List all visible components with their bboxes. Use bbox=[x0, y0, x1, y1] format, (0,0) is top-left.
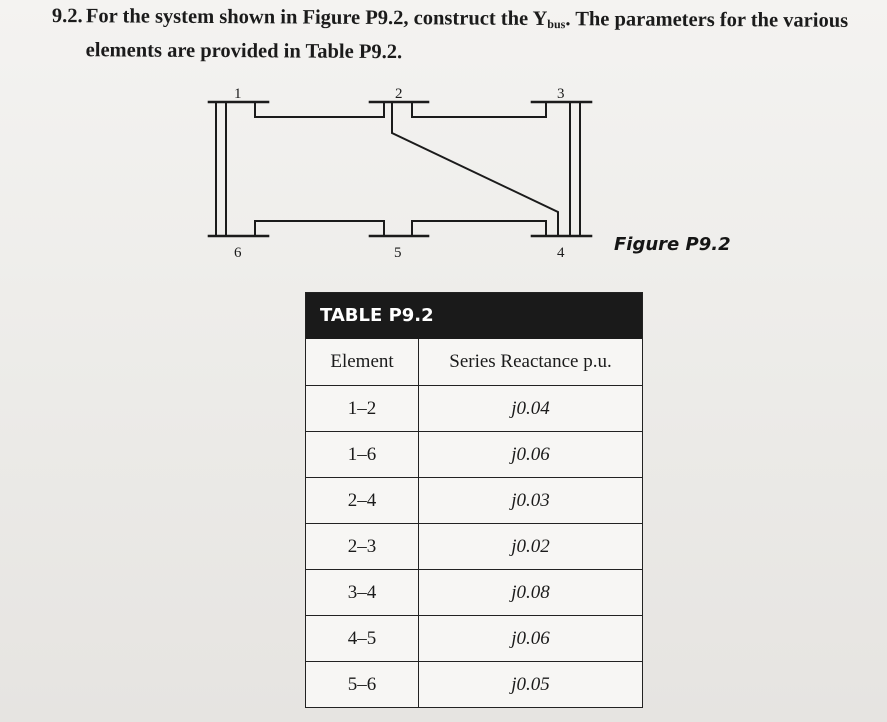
problem-number: 9.2. bbox=[51, 4, 83, 28]
reactance-cell: j0.05 bbox=[511, 673, 550, 695]
line-4-5 bbox=[412, 221, 546, 236]
reactance-cell: j0.06 bbox=[511, 627, 550, 649]
table-row bbox=[306, 385, 642, 431]
reactance-cell: j0.04 bbox=[511, 397, 550, 419]
bus-label-2: 2 bbox=[395, 86, 403, 102]
table-row bbox=[306, 523, 642, 569]
line-5-6 bbox=[255, 221, 384, 236]
bus-label-3: 3 bbox=[557, 86, 565, 102]
table-row bbox=[306, 615, 642, 661]
table-row bbox=[306, 477, 642, 523]
reactance-cell: j0.03 bbox=[511, 489, 550, 511]
reactance-cell: j0.06 bbox=[511, 443, 550, 465]
element-cell: 3–4 bbox=[306, 570, 419, 615]
problem-line-2: elements are provided in Table P9.2. bbox=[85, 39, 403, 64]
column-header-element: Element bbox=[306, 339, 419, 385]
table-title: TABLE P9.2 bbox=[306, 293, 642, 339]
line-2-4 bbox=[392, 102, 558, 236]
table-row bbox=[306, 431, 642, 477]
line-2-3 bbox=[412, 102, 546, 117]
reactance-cell: j0.08 bbox=[511, 581, 550, 603]
bus-label-1: 1 bbox=[234, 86, 242, 102]
reactance-cell: j0.02 bbox=[511, 535, 550, 557]
line-1-2 bbox=[255, 102, 384, 117]
bus-label-4: 4 bbox=[557, 245, 565, 261]
problem-text-before: For the system shown in Figure P9.2, construct the bbox=[85, 5, 533, 30]
bus-label-5: 5 bbox=[394, 245, 402, 261]
ybus-symbol: Y bbox=[532, 7, 548, 31]
table-row bbox=[306, 661, 642, 707]
element-cell: 4–5 bbox=[306, 616, 419, 661]
element-cell: 5–6 bbox=[306, 662, 419, 707]
reactance-table bbox=[305, 292, 643, 708]
problem-text-after: . The parameters for the various bbox=[565, 8, 849, 32]
ybus-subscript: bus bbox=[547, 17, 566, 32]
element-cell: 2–4 bbox=[306, 478, 419, 523]
bus-label-6: 6 bbox=[234, 245, 242, 261]
element-cell: 1–6 bbox=[306, 432, 419, 477]
column-header-reactance: Series Reactance p.u. bbox=[449, 351, 612, 372]
element-cell: 2–3 bbox=[306, 524, 419, 569]
figure-caption: Figure P9.2 bbox=[614, 234, 731, 255]
table-row bbox=[306, 569, 642, 615]
element-cell: 1–2 bbox=[306, 386, 419, 431]
table-header-row bbox=[306, 339, 642, 385]
